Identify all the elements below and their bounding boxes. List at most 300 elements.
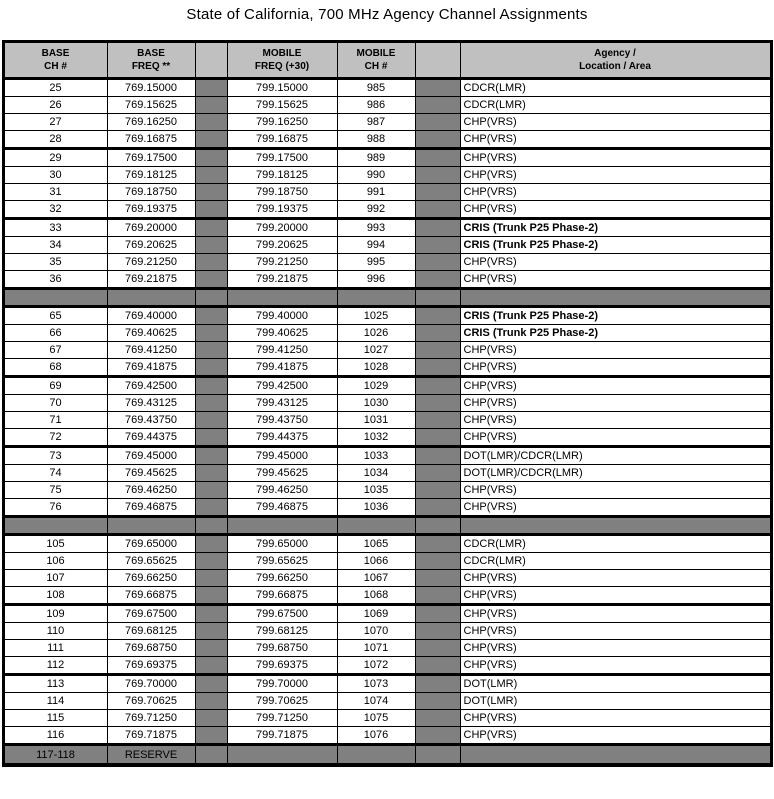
base-freq-cell: 769.16875 [107,131,195,149]
table-row [3,184,771,201]
agency-cell [460,289,771,307]
spacer-cell [415,342,460,359]
table-row [3,219,771,237]
mobile-freq-cell: 799.46250 [227,482,337,499]
spacer-cell [195,623,227,640]
spacer-cell [195,395,227,412]
agency-cell: CDCR(LMR) [460,79,771,97]
spacer-cell [415,219,460,237]
mobile-ch-cell: 1027 [337,342,415,359]
base-freq-cell: 769.18750 [107,184,195,201]
mobile-freq-cell: 799.20000 [227,219,337,237]
base-ch-cell: 111 [3,640,107,657]
base-freq-cell [107,517,195,535]
spacer-cell [195,307,227,325]
spacer-cell [195,640,227,657]
base-freq-cell: 769.66250 [107,570,195,587]
agency-cell: CHP(VRS) [460,184,771,201]
spacer-cell [415,727,460,745]
base-freq-cell: 769.16250 [107,114,195,131]
base-ch-cell: 114 [3,693,107,710]
base-freq-cell: 769.46250 [107,482,195,499]
spacer-cell [195,535,227,553]
base-freq-cell: 769.67500 [107,605,195,623]
mobile-freq-cell: 799.16875 [227,131,337,149]
spacer-cell [195,325,227,342]
spacer-cell [415,201,460,219]
mobile-ch-cell: 995 [337,254,415,271]
base-ch-cell: 27 [3,114,107,131]
spacer-cell [415,710,460,727]
mobile-ch-cell: 1029 [337,377,415,395]
base-ch-cell: 117-118 [3,745,107,766]
header-line: FREQ (+30) [254,61,310,72]
base-ch-cell: 108 [3,587,107,605]
mobile-freq-cell: 799.20625 [227,237,337,254]
agency-cell: CHP(VRS) [460,727,771,745]
spacer-cell [195,553,227,570]
base-freq-cell: 769.41250 [107,342,195,359]
agency-cell: DOT(LMR)/CDCR(LMR) [460,447,771,465]
spacer-cell [195,359,227,377]
mobile-freq-cell: 799.69375 [227,657,337,675]
spacer-cell [195,342,227,359]
base-freq-cell: 769.17500 [107,149,195,167]
header-line: BASE [137,48,165,59]
spacer-cell [415,237,460,254]
base-freq-cell: 769.46875 [107,499,195,517]
mobile-freq-cell: 799.65625 [227,553,337,570]
agency-cell: CHP(VRS) [460,570,771,587]
agency-cell: DOT(LMR)/CDCR(LMR) [460,465,771,482]
agency-cell: CHP(VRS) [460,429,771,447]
spacer-cell [195,570,227,587]
agency-cell: DOT(LMR) [460,675,771,693]
spacer-cell [195,289,227,307]
table-row [3,395,771,412]
mobile-ch-cell [337,517,415,535]
base-freq-cell: 769.71875 [107,727,195,745]
table-row [3,727,771,745]
table-row [3,325,771,342]
table-row [3,623,771,640]
spacer-cell [415,254,460,271]
mobile-freq-cell: 799.66875 [227,587,337,605]
spacer-cell [415,377,460,395]
mobile-freq-cell: 799.44375 [227,429,337,447]
mobile-ch-cell: 1035 [337,482,415,499]
mobile-ch-cell: 1025 [337,307,415,325]
header-line: CH # [364,61,388,72]
table-row [3,553,771,570]
mobile-freq-cell: 799.45000 [227,447,337,465]
spacer-cell [195,201,227,219]
base-ch-cell: 36 [3,271,107,289]
base-freq-cell: 769.43125 [107,395,195,412]
base-ch-cell: 66 [3,325,107,342]
base-ch-cell: 25 [3,79,107,97]
base-ch-cell: 106 [3,553,107,570]
mobile-freq-cell: 799.71250 [227,710,337,727]
mobile-ch-cell: 992 [337,201,415,219]
spacer-cell [195,745,227,766]
spacer-cell [415,167,460,184]
base-freq-cell: 769.44375 [107,429,195,447]
base-ch-cell: 76 [3,499,107,517]
base-ch-cell: 107 [3,570,107,587]
table-row [3,342,771,359]
base-freq-cell: 769.70625 [107,693,195,710]
agency-cell [460,517,771,535]
base-freq-cell: 769.21250 [107,254,195,271]
spacer-cell [195,377,227,395]
table-row [3,587,771,605]
spacer-cell [195,605,227,623]
base-ch-cell: 29 [3,149,107,167]
spacer-cell [415,570,460,587]
base-ch-cell: 32 [3,201,107,219]
spacer-cell [415,131,460,149]
base-freq-cell: 769.70000 [107,675,195,693]
spacer-cell [415,482,460,499]
mobile-ch-cell: 1074 [337,693,415,710]
spacer-cell [415,97,460,114]
agency-cell: CRIS (Trunk P25 Phase-2) [460,307,771,325]
base-ch-cell: 67 [3,342,107,359]
base-freq-cell: 769.40625 [107,325,195,342]
agency-cell: CDCR(LMR) [460,535,771,553]
mobile-freq-cell [227,745,337,766]
mobile-ch-cell: 1034 [337,465,415,482]
mobile-freq-cell: 799.21250 [227,254,337,271]
agency-cell: CHP(VRS) [460,377,771,395]
base-ch-cell: 115 [3,710,107,727]
spacer-cell [195,254,227,271]
spacer-cell [195,131,227,149]
table-row [3,710,771,727]
base-freq-cell: 769.42500 [107,377,195,395]
spacer-cell [415,325,460,342]
base-ch-cell: 70 [3,395,107,412]
header-line: MOBILE [262,48,302,59]
mobile-freq-cell: 799.70000 [227,675,337,693]
base-freq-cell: RESERVE [107,745,195,766]
base-ch-cell: 34 [3,237,107,254]
spacer-cell [415,271,460,289]
spacer-cell [415,429,460,447]
table-row [3,605,771,623]
spacer-cell [415,395,460,412]
spacer-cell [415,79,460,97]
mobile-ch-cell: 989 [337,149,415,167]
mobile-freq-cell: 799.19375 [227,201,337,219]
base-freq-cell: 769.18125 [107,167,195,184]
base-ch-cell: 28 [3,131,107,149]
spacer-cell [195,184,227,201]
spacer-cell [415,149,460,167]
base-ch-cell: 105 [3,535,107,553]
col-header-base-ch [3,42,107,79]
agency-cell: CRIS (Trunk P25 Phase-2) [460,219,771,237]
mobile-freq-cell: 799.46875 [227,499,337,517]
mobile-ch-cell: 986 [337,97,415,114]
base-ch-cell: 74 [3,465,107,482]
agency-cell: CHP(VRS) [460,359,771,377]
spacer-cell [195,657,227,675]
table-row [3,640,771,657]
mobile-freq-cell: 799.43750 [227,412,337,429]
spacer-cell [195,114,227,131]
spacer-cell [415,184,460,201]
agency-cell: CHP(VRS) [460,605,771,623]
base-ch-cell: 68 [3,359,107,377]
base-ch-cell [3,289,107,307]
table-row [3,482,771,499]
mobile-ch-cell: 1068 [337,587,415,605]
spacer-cell [415,623,460,640]
agency-cell: CDCR(LMR) [460,553,771,570]
base-freq-cell: 769.66875 [107,587,195,605]
base-freq-cell: 769.45000 [107,447,195,465]
mobile-ch-cell: 1036 [337,499,415,517]
table-row [3,201,771,219]
mobile-ch-cell: 1031 [337,412,415,429]
table-row [3,97,771,114]
base-ch-cell: 75 [3,482,107,499]
agency-cell: CRIS (Trunk P25 Phase-2) [460,325,771,342]
mobile-ch-cell: 1067 [337,570,415,587]
base-freq-cell: 769.45625 [107,465,195,482]
header-line: CH # [44,61,67,72]
agency-cell: CHP(VRS) [460,131,771,149]
base-freq-cell: 769.65000 [107,535,195,553]
reserve-row [3,745,771,766]
spacer-cell [195,167,227,184]
spacer-cell [195,710,227,727]
table-row [3,429,771,447]
mobile-freq-cell: 799.15625 [227,97,337,114]
base-ch-cell: 109 [3,605,107,623]
table-row [3,412,771,429]
mobile-ch-cell: 1065 [337,535,415,553]
spacer-cell [195,237,227,254]
table-row [3,499,771,517]
mobile-ch-cell: 1071 [337,640,415,657]
base-ch-cell: 33 [3,219,107,237]
spacer-cell [415,307,460,325]
mobile-ch-cell: 994 [337,237,415,254]
base-ch-cell: 30 [3,167,107,184]
mobile-freq-cell: 799.68750 [227,640,337,657]
agency-cell: CHP(VRS) [460,201,771,219]
spacer-cell [415,535,460,553]
agency-cell: CHP(VRS) [460,482,771,499]
col-header-spacer [195,42,227,79]
mobile-ch-cell [337,289,415,307]
table-row [3,465,771,482]
header-line: Agency / [594,48,636,59]
table-row [3,447,771,465]
spacer-cell [195,79,227,97]
base-freq-cell: 769.40000 [107,307,195,325]
spacer-cell [415,499,460,517]
table-row [3,254,771,271]
base-freq-cell: 769.65625 [107,553,195,570]
mobile-freq-cell: 799.42500 [227,377,337,395]
table-row [3,167,771,184]
page-title: State of California, 700 MHz Agency Channel Assignments [186,6,588,23]
separator-row [3,289,771,307]
mobile-freq-cell: 799.71875 [227,727,337,745]
base-ch-cell: 69 [3,377,107,395]
spacer-cell [195,727,227,745]
spacer-cell [195,693,227,710]
spacer-cell [415,675,460,693]
spacer-cell [195,517,227,535]
agency-cell: CHP(VRS) [460,657,771,675]
mobile-ch-cell: 996 [337,271,415,289]
spacer-cell [195,587,227,605]
mobile-freq-cell: 799.16250 [227,114,337,131]
spacer-cell [415,517,460,535]
col-header-mobile-ch [337,42,415,79]
mobile-ch-cell: 1066 [337,553,415,570]
mobile-ch-cell: 1030 [337,395,415,412]
agency-cell: CHP(VRS) [460,412,771,429]
mobile-freq-cell: 799.41250 [227,342,337,359]
agency-cell: CHP(VRS) [460,395,771,412]
mobile-freq-cell: 799.67500 [227,605,337,623]
base-ch-cell: 71 [3,412,107,429]
mobile-ch-cell: 993 [337,219,415,237]
spacer-cell [195,271,227,289]
mobile-freq-cell: 799.41875 [227,359,337,377]
mobile-ch-cell: 1032 [337,429,415,447]
channel-assignments-table [2,40,773,767]
mobile-ch-cell: 991 [337,184,415,201]
base-ch-cell [3,517,107,535]
agency-cell: CHP(VRS) [460,342,771,359]
agency-cell: CHP(VRS) [460,587,771,605]
separator-row [3,517,771,535]
mobile-ch-cell [337,745,415,766]
spacer-cell [195,499,227,517]
mobile-freq-cell: 799.70625 [227,693,337,710]
table-row [3,535,771,553]
table-row [3,131,771,149]
mobile-freq-cell: 799.40625 [227,325,337,342]
spacer-cell [195,675,227,693]
base-freq-cell: 769.20000 [107,219,195,237]
spacer-cell [415,412,460,429]
mobile-ch-cell: 1028 [337,359,415,377]
agency-cell: CHP(VRS) [460,149,771,167]
spacer-cell [415,657,460,675]
header-line: BASE [41,48,70,59]
mobile-ch-cell: 988 [337,131,415,149]
spacer-cell [415,359,460,377]
col-header-agency [460,42,771,79]
mobile-ch-cell: 987 [337,114,415,131]
spacer-cell [415,114,460,131]
spacer-cell [415,553,460,570]
mobile-ch-cell: 1070 [337,623,415,640]
base-ch-cell: 116 [3,727,107,745]
spacer-cell [415,447,460,465]
base-freq-cell: 769.68750 [107,640,195,657]
mobile-ch-cell: 990 [337,167,415,184]
base-freq-cell: 769.21875 [107,271,195,289]
spacer-cell [195,447,227,465]
mobile-freq-cell: 799.45625 [227,465,337,482]
mobile-freq-cell: 799.15000 [227,79,337,97]
header-row [3,42,771,79]
base-ch-cell: 65 [3,307,107,325]
table-row [3,79,771,97]
base-ch-cell: 112 [3,657,107,675]
mobile-freq-cell: 799.21875 [227,271,337,289]
mobile-ch-cell: 1069 [337,605,415,623]
mobile-ch-cell: 1033 [337,447,415,465]
col-header-base-freq [107,42,195,79]
spacer-cell [195,482,227,499]
mobile-ch-cell: 1073 [337,675,415,693]
agency-cell: CRIS (Trunk P25 Phase-2) [460,237,771,254]
base-ch-cell: 73 [3,447,107,465]
base-freq-cell: 769.15000 [107,79,195,97]
base-freq-cell: 769.20625 [107,237,195,254]
spacer-cell [415,289,460,307]
header-line: Location / Area [579,61,651,72]
col-header-spacer [415,42,460,79]
mobile-freq-cell: 799.43125 [227,395,337,412]
table-body [3,79,771,766]
spacer-cell [195,97,227,114]
base-freq-cell [107,289,195,307]
agency-cell: CHP(VRS) [460,623,771,640]
agency-cell: CHP(VRS) [460,271,771,289]
table-row [3,570,771,587]
base-freq-cell: 769.71250 [107,710,195,727]
table-header [3,42,771,79]
base-freq-cell: 769.69375 [107,657,195,675]
mobile-ch-cell: 1075 [337,710,415,727]
base-ch-cell: 113 [3,675,107,693]
mobile-freq-cell: 799.65000 [227,535,337,553]
base-ch-cell: 26 [3,97,107,114]
spacer-cell [415,640,460,657]
mobile-freq-cell: 799.18125 [227,167,337,184]
table-row [3,657,771,675]
base-freq-cell: 769.15625 [107,97,195,114]
spacer-cell [195,219,227,237]
mobile-freq-cell: 799.17500 [227,149,337,167]
table-row [3,114,771,131]
base-freq-cell: 769.68125 [107,623,195,640]
base-ch-cell: 72 [3,429,107,447]
agency-cell: CHP(VRS) [460,114,771,131]
spacer-cell [415,745,460,766]
agency-cell: CHP(VRS) [460,254,771,271]
mobile-freq-cell: 799.40000 [227,307,337,325]
mobile-ch-cell: 985 [337,79,415,97]
base-ch-cell: 110 [3,623,107,640]
spacer-cell [415,605,460,623]
mobile-ch-cell: 1076 [337,727,415,745]
agency-cell: CHP(VRS) [460,640,771,657]
table-row [3,377,771,395]
table-row [3,149,771,167]
